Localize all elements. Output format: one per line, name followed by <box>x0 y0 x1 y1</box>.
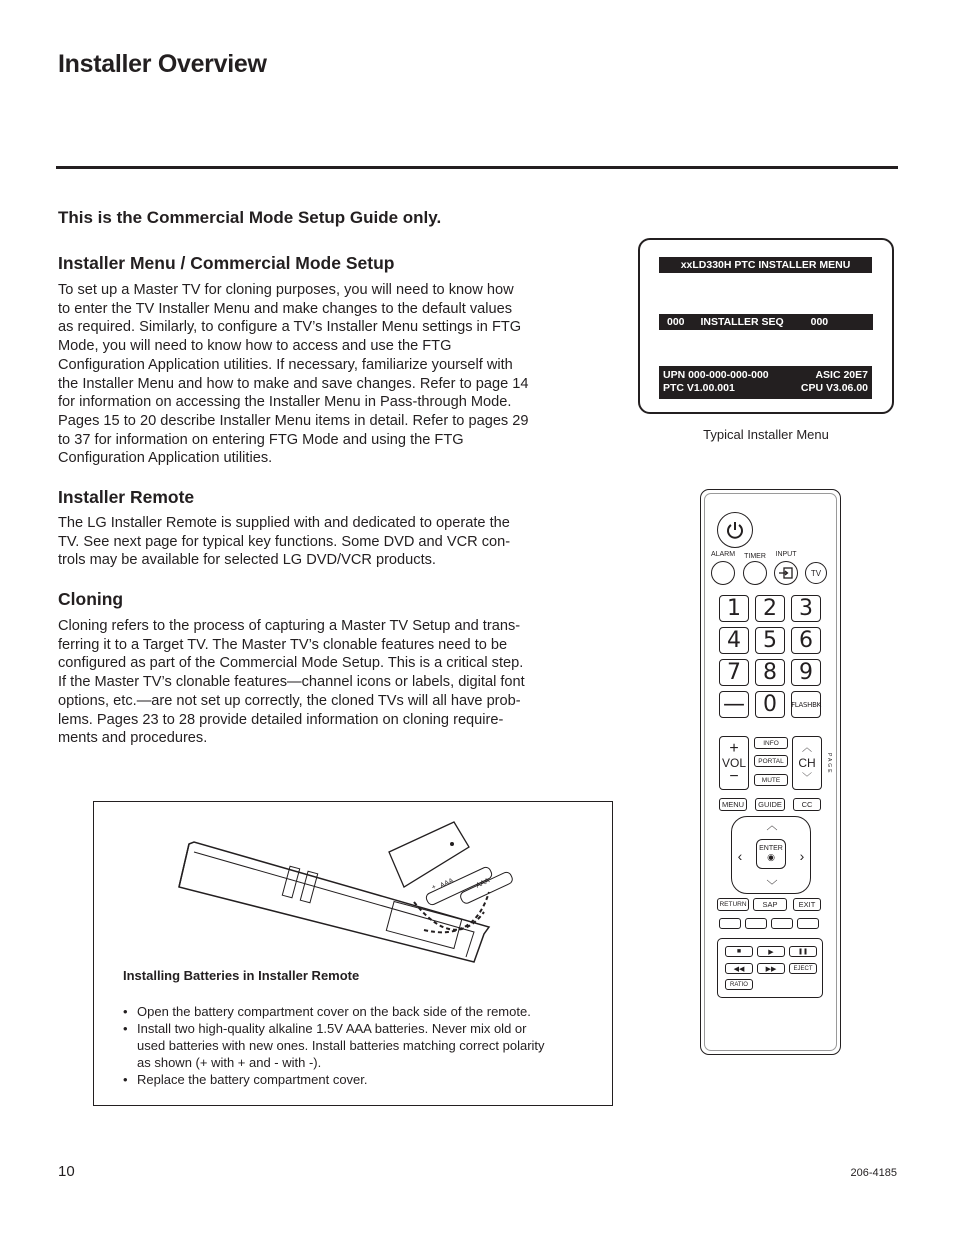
menu-info-bar <box>659 366 872 399</box>
paragraph-line: Configuration Application utilities. <box>58 450 273 467</box>
title-rule <box>56 166 898 169</box>
section-heading-installer-remote: Installer Remote <box>58 487 195 507</box>
rewind-icon: ◀◀ <box>733 965 745 973</box>
menu-button[interactable]: MENU <box>719 798 747 811</box>
seq-number: 000 <box>667 316 685 328</box>
battery-figure-title: Installing Batteries in Installer Remote <box>123 968 360 983</box>
navigation-pad[interactable] <box>731 816 811 894</box>
battery-label: AAA <box>439 877 455 890</box>
paragraph-line: to 37 for information on entering FTG Mode and using the FTG <box>58 431 464 448</box>
page-number: 10 <box>58 1163 75 1180</box>
stop-button[interactable] <box>725 946 753 957</box>
installer-menu-paragraph <box>58 281 573 468</box>
remote-back-illustration <box>94 802 614 972</box>
number-key-5[interactable]: 5 <box>755 627 785 654</box>
cc-button[interactable]: CC <box>793 798 821 811</box>
guide-button[interactable]: GUIDE <box>755 798 785 811</box>
eject-button[interactable]: EJECT <box>789 963 817 974</box>
input-icon <box>779 567 793 579</box>
vol-label: VOL <box>721 756 746 770</box>
timer-button[interactable] <box>743 561 767 585</box>
menu-seq-bar <box>659 314 873 330</box>
section-heading-installer-menu: Installer Menu / Commercial Mode Setup <box>58 253 395 273</box>
number-key-7[interactable]: 7 <box>719 659 749 686</box>
number-key-4[interactable]: 4 <box>719 627 749 654</box>
paragraph-line: as required. Similarly, to configure a TV’s Installer Menu settings in FTG <box>58 319 522 336</box>
paragraph-line: lems. Pages 23 to 28 provide detailed information on cloning require- <box>58 711 504 728</box>
number-key-9[interactable]: 9 <box>791 659 821 686</box>
paragraph-line: trols may be available for selected LG DVD/VCR products. <box>58 552 436 569</box>
installer-menu-screen <box>638 238 894 414</box>
upn-label: UPN 000-000-000-000 <box>663 369 769 381</box>
page-title: Installer Overview <box>58 50 267 78</box>
volume-rocker[interactable] <box>719 736 749 790</box>
dash-key[interactable]: — <box>719 691 749 718</box>
menu-caption: Typical Installer Menu <box>703 427 829 442</box>
paragraph-line: to enter the TV Installer Menu and make changes to the default values <box>58 300 513 317</box>
battery-label: AAA <box>475 877 491 890</box>
exit-button[interactable]: EXIT <box>793 898 821 911</box>
pause-button[interactable] <box>789 946 817 957</box>
arrow-up-icon[interactable]: ︿ <box>766 820 778 832</box>
alarm-label: ALARM <box>710 550 736 558</box>
ch-label: CH <box>798 755 816 770</box>
paragraph-line: If the Master TV’s clonable features—channel icons or labels, digital font <box>58 674 525 691</box>
paragraph-line: Configuration Application utilities. If necessary, familiarize yourself with <box>58 356 513 373</box>
number-key-2[interactable]: 2 <box>755 595 785 622</box>
arrow-down-icon[interactable]: ﹀ <box>766 880 778 892</box>
arrow-left-icon[interactable]: ‹ <box>737 848 743 864</box>
seq-value: 000 <box>810 316 829 328</box>
color-key[interactable] <box>745 918 767 929</box>
page-label: PAGE <box>826 753 832 775</box>
paragraph-line: configured as part of the Commercial Mode Setup. This is a critical step. <box>58 655 524 672</box>
cpu-label: CPU V3.06.00 <box>800 382 868 394</box>
asic-label: ASIC 20E7 <box>815 369 868 381</box>
channel-up-icon: ︿ <box>802 742 812 754</box>
document-number: 206-4185 <box>850 1167 897 1179</box>
list-item: • Open the battery compartment cover on the back side of the remote. <box>123 1003 593 1020</box>
alarm-button[interactable] <box>711 561 735 585</box>
battery-installation-figure <box>93 801 613 1106</box>
volume-up-icon: + <box>729 740 739 757</box>
menu-title-bar: xxLD330H PTC INSTALLER MENU <box>659 257 872 273</box>
stop-icon: ■ <box>736 948 742 955</box>
tv-button[interactable]: TV <box>805 562 827 584</box>
list-item: • Install two high-quality alkaline 1.5V AAA batteries. Never mix old or used batteries with new ones. Install batteries matching correct polarity as shown (+ with + and - with -). <box>123 1020 553 1071</box>
paragraph-line: TV. See next page for typical key functions. Some DVD and VCR con- <box>58 533 511 550</box>
cloning-paragraph <box>58 617 573 748</box>
portal-button[interactable]: PORTAL <box>754 755 788 767</box>
channel-down-icon: ﹀ <box>802 772 812 784</box>
enter-dot-icon: ◉ <box>767 852 775 862</box>
ptc-label: PTC V1.00.001 <box>663 382 735 394</box>
fast-forward-icon: ▶▶ <box>765 965 777 973</box>
power-button[interactable] <box>717 512 753 548</box>
color-key[interactable] <box>719 918 741 929</box>
battery-steps-list <box>123 1003 593 1088</box>
pause-icon: ❚❚ <box>797 949 809 955</box>
return-button[interactable]: RETURN <box>717 898 749 911</box>
number-key-0[interactable]: 0 <box>755 691 785 718</box>
volume-down-icon: − <box>729 768 739 785</box>
number-key-3[interactable]: 3 <box>791 595 821 622</box>
input-label: INPUT <box>775 550 797 558</box>
arrow-right-icon[interactable]: › <box>799 848 805 864</box>
paragraph-line: Pages 15 to 20 describe Installer Menu items in detail. Refer to pages 29 <box>58 412 529 429</box>
list-item: • Replace the battery compartment cover. <box>123 1071 593 1088</box>
seq-label: INSTALLER SEQ <box>700 316 784 328</box>
battery-polarity-plus: + <box>430 883 438 892</box>
play-icon: ▶ <box>768 948 774 956</box>
rewind-button[interactable] <box>725 963 753 974</box>
enter-label: ENTER <box>759 845 783 852</box>
installer-remote-illustration <box>700 489 841 1055</box>
info-button[interactable]: INFO <box>754 737 788 749</box>
paragraph-line: the Installer Menu and how to make and save changes. Refer to page 14 <box>58 375 529 392</box>
mute-button[interactable]: MUTE <box>754 774 788 786</box>
timer-label: TIMER <box>744 552 766 560</box>
fast-forward-button[interactable] <box>757 963 785 974</box>
power-icon <box>725 520 745 540</box>
play-button[interactable] <box>757 946 785 957</box>
number-key-6[interactable]: 6 <box>791 627 821 654</box>
color-key[interactable] <box>771 918 793 929</box>
paragraph-line: The LG Installer Remote is supplied with and dedicated to operate the <box>58 515 510 531</box>
paragraph-line: ments and procedures. <box>58 730 208 747</box>
number-key-1[interactable]: 1 <box>719 595 749 622</box>
color-key[interactable] <box>797 918 819 929</box>
paragraph-line: options, etc.—are not set up correctly, the cloned TVs will all have prob- <box>58 692 521 709</box>
input-button[interactable] <box>774 561 798 585</box>
paragraph-line: ferring it to a Target TV. The Master TV’s clonable features need to be <box>58 636 508 653</box>
sap-button[interactable]: SAP <box>753 898 787 911</box>
flashbk-button[interactable]: FLASHBK <box>791 691 821 718</box>
paragraph-line: Mode, you will need to know how to access and use the FTG <box>58 338 452 355</box>
channel-rocker[interactable] <box>792 736 822 790</box>
paragraph-line: Cloning refers to the process of capturing a Master TV Setup and trans- <box>58 618 521 634</box>
number-key-8[interactable]: 8 <box>755 659 785 686</box>
section-heading-cloning: Cloning <box>58 589 124 609</box>
ratio-button[interactable]: RATIO <box>725 979 753 990</box>
guide-note: This is the Commercial Mode Setup Guide only. <box>58 208 442 227</box>
paragraph-line: To set up a Master TV for cloning purposes, you will need to know how <box>58 282 514 298</box>
paragraph-line: for information on accessing the Installer Menu in Pass-through Mode. <box>58 394 512 411</box>
enter-button[interactable] <box>756 839 786 869</box>
installer-remote-paragraph <box>58 514 573 570</box>
